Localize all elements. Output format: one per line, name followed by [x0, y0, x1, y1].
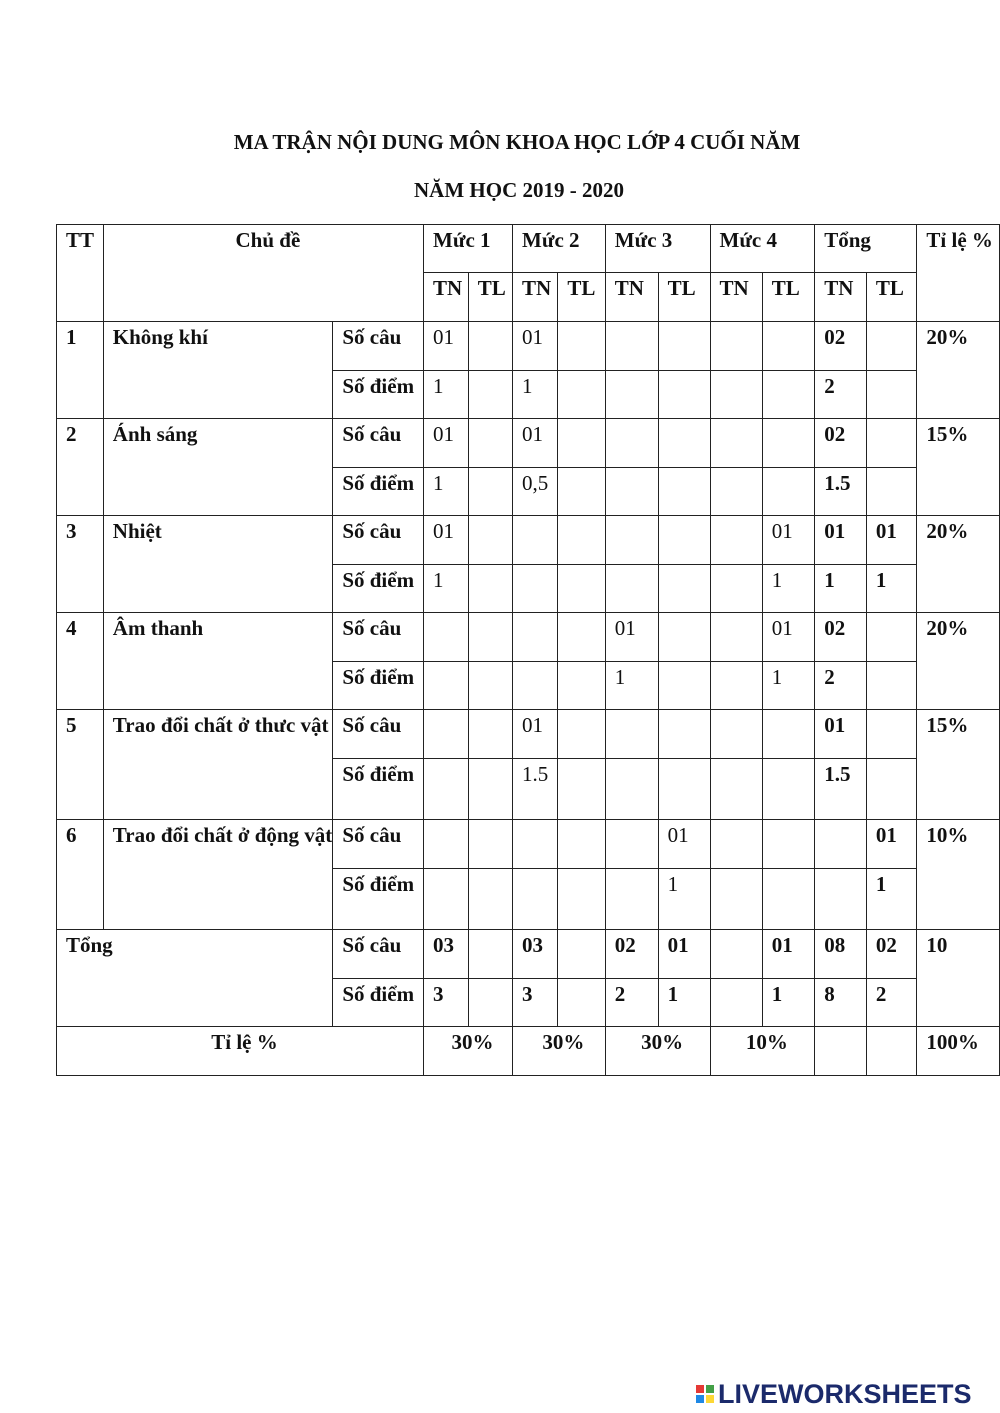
cell-so-diem [513, 565, 558, 613]
cell-so-cau [710, 820, 762, 869]
cell-so-diem [866, 468, 917, 516]
row-label-so-diem: Số điểm [333, 662, 424, 710]
header-tong: Tổng [815, 225, 917, 273]
liveworksheets-logo-icon [696, 1385, 714, 1403]
cell-so-diem [710, 869, 762, 930]
total-label: Tổng [57, 930, 333, 1027]
cell-so-cau [424, 820, 469, 869]
cell-so-diem [424, 662, 469, 710]
total-so-cau-cell: 03 [424, 930, 469, 979]
cell-so-cau: 01 [424, 419, 469, 468]
cell-so-cau [513, 516, 558, 565]
document-title: MA TRẬN NỘI DUNG MÔN KHOA HỌC LỚP 4 CUỐI NĂM [233, 130, 801, 154]
cell-so-diem [605, 869, 658, 930]
total-so-diem-cell: 2 [605, 979, 658, 1027]
row-label-so-cau: Số câu [333, 322, 424, 371]
total-so-diem-cell: 8 [815, 979, 867, 1027]
cell-so-diem [658, 662, 710, 710]
cell-so-cau: 01 [815, 516, 867, 565]
total-so-cau-cell: 01 [658, 930, 710, 979]
cell-so-cau [658, 516, 710, 565]
cell-so-diem [558, 662, 605, 710]
percent-muc-3: 30% [605, 1027, 710, 1076]
topic-name: Trao đổi chất ở động vật [103, 820, 333, 930]
row-label-so-cau: Số câu [333, 820, 424, 869]
cell-so-cau [605, 419, 658, 468]
topic-number: 4 [57, 613, 104, 710]
cell-so-cau: 01 [513, 710, 558, 759]
percent-tong-tn [815, 1027, 867, 1076]
total-so-cau-cell: 03 [513, 930, 558, 979]
header-tl: TL [468, 273, 512, 322]
cell-so-diem: 1 [658, 869, 710, 930]
cell-so-diem [605, 371, 658, 419]
cell-so-diem: 1.5 [815, 759, 867, 820]
cell-so-cau [710, 613, 762, 662]
cell-so-cau [866, 613, 917, 662]
cell-so-cau: 01 [513, 419, 558, 468]
total-so-cau-cell: 02 [866, 930, 917, 979]
total-ratio: 10 [917, 930, 1000, 1027]
cell-so-cau [605, 820, 658, 869]
cell-so-diem [468, 371, 512, 419]
cell-so-cau [468, 419, 512, 468]
total-so-diem-cell: 1 [658, 979, 710, 1027]
header-tl: TL [866, 273, 917, 322]
cell-so-diem: 0,5 [513, 468, 558, 516]
cell-so-diem [658, 371, 710, 419]
cell-so-diem: 1 [866, 869, 917, 930]
percent-muc-1: 30% [424, 1027, 513, 1076]
cell-so-cau: 01 [866, 516, 917, 565]
header-muc-1: Mức 1 [424, 225, 513, 273]
header-tl: TL [762, 273, 814, 322]
cell-so-diem: 1.5 [513, 759, 558, 820]
topic-name: Âm thanh [103, 613, 333, 710]
cell-so-diem [513, 662, 558, 710]
total-so-diem-cell: 2 [866, 979, 917, 1027]
row-label-so-cau: Số câu [333, 419, 424, 468]
cell-so-cau [468, 516, 512, 565]
header-tn: TN [710, 273, 762, 322]
topic-ratio: 15% [917, 419, 1000, 516]
cell-so-cau [468, 820, 512, 869]
cell-so-cau [815, 820, 867, 869]
cell-so-diem: 2 [815, 662, 867, 710]
cell-so-cau [866, 419, 917, 468]
total-so-cau-cell [558, 930, 605, 979]
cell-so-diem [558, 371, 605, 419]
cell-so-diem [658, 565, 710, 613]
cell-so-diem [558, 468, 605, 516]
header-muc-3: Mức 3 [605, 225, 710, 273]
cell-so-cau [605, 710, 658, 759]
brand-name: LIVEWORKSHEETS [718, 1378, 972, 1409]
cell-so-cau [558, 322, 605, 371]
topic-number: 1 [57, 322, 104, 419]
cell-so-cau [558, 419, 605, 468]
total-so-diem-cell: 3 [424, 979, 469, 1027]
topic-number: 5 [57, 710, 104, 820]
total-so-diem-cell [710, 979, 762, 1027]
cell-so-diem [513, 869, 558, 930]
cell-so-diem: 1 [866, 565, 917, 613]
cell-so-cau [658, 322, 710, 371]
header-tl: TL [658, 273, 710, 322]
percent-tong-tl [866, 1027, 917, 1076]
cell-so-diem [468, 565, 512, 613]
row-label-so-diem: Số điểm [333, 869, 424, 930]
cell-so-diem [468, 662, 512, 710]
topic-ratio: 10% [917, 820, 1000, 930]
header-tn: TN [424, 273, 469, 322]
cell-so-cau [710, 322, 762, 371]
cell-so-diem [468, 468, 512, 516]
row-label-so-cau: Số câu [333, 516, 424, 565]
cell-so-cau: 01 [424, 322, 469, 371]
total-so-diem-cell: 3 [513, 979, 558, 1027]
header-tn: TN [815, 273, 867, 322]
topic-name: Không khí [103, 322, 333, 419]
cell-so-diem [605, 565, 658, 613]
topic-number: 2 [57, 419, 104, 516]
cell-so-cau [762, 419, 814, 468]
cell-so-cau [424, 613, 469, 662]
cell-so-diem [866, 759, 917, 820]
cell-so-cau [710, 516, 762, 565]
cell-so-diem [558, 869, 605, 930]
cell-so-diem [762, 869, 814, 930]
cell-so-diem [710, 468, 762, 516]
cell-so-cau: 01 [762, 613, 814, 662]
header-tn: TN [513, 273, 558, 322]
cell-so-diem [710, 759, 762, 820]
cell-so-cau [513, 820, 558, 869]
cell-so-cau: 01 [866, 820, 917, 869]
cell-so-cau: 01 [605, 613, 658, 662]
total-so-cau-cell: 01 [762, 930, 814, 979]
cell-so-diem [424, 869, 469, 930]
cell-so-cau [866, 710, 917, 759]
header-tn: TN [605, 273, 658, 322]
topic-number: 6 [57, 820, 104, 930]
cell-so-diem: 1 [815, 565, 867, 613]
cell-so-cau [762, 820, 814, 869]
cell-so-diem: 1.5 [815, 468, 867, 516]
cell-so-diem [605, 759, 658, 820]
topic-name: Ánh sáng [103, 419, 333, 516]
cell-so-diem: 1 [513, 371, 558, 419]
header-chu-de: Chủ đề [103, 225, 423, 322]
cell-so-cau [762, 710, 814, 759]
cell-so-diem: 1 [424, 565, 469, 613]
cell-so-diem [710, 565, 762, 613]
topic-ratio: 20% [917, 516, 1000, 613]
cell-so-cau [558, 820, 605, 869]
cell-so-diem [605, 468, 658, 516]
cell-so-cau [658, 419, 710, 468]
cell-so-diem: 1 [605, 662, 658, 710]
cell-so-cau: 02 [815, 322, 867, 371]
topic-number: 3 [57, 516, 104, 613]
cell-so-cau [424, 710, 469, 759]
cell-so-cau [513, 613, 558, 662]
cell-so-diem [468, 869, 512, 930]
topic-ratio: 20% [917, 322, 1000, 419]
cell-so-cau [762, 322, 814, 371]
header-muc-2: Mức 2 [513, 225, 606, 273]
topic-ratio: 15% [917, 710, 1000, 820]
percent-muc-4: 10% [710, 1027, 815, 1076]
topic-ratio: 20% [917, 613, 1000, 710]
cell-so-cau [658, 613, 710, 662]
cell-so-cau [605, 516, 658, 565]
row-label-so-diem: Số điểm [333, 468, 424, 516]
total-so-diem-cell [468, 979, 512, 1027]
cell-so-diem [762, 371, 814, 419]
total-so-cau-cell: 02 [605, 930, 658, 979]
cell-so-diem [558, 759, 605, 820]
cell-so-diem [815, 869, 867, 930]
total-so-diem-cell: 1 [762, 979, 814, 1027]
total-so-cau-cell: 08 [815, 930, 867, 979]
header-ti-le: Tỉ lệ % [917, 225, 1000, 322]
percent-muc-2: 30% [513, 1027, 606, 1076]
row-label-so-cau: Số câu [333, 710, 424, 759]
cell-so-diem [710, 371, 762, 419]
cell-so-diem [762, 468, 814, 516]
total-so-cau-cell [710, 930, 762, 979]
cell-so-cau [710, 419, 762, 468]
cell-so-diem [658, 759, 710, 820]
cell-so-cau [468, 322, 512, 371]
school-year: NĂM HỌC 2019 - 2020 [414, 178, 624, 202]
cell-so-diem [762, 759, 814, 820]
cell-so-diem: 2 [815, 371, 867, 419]
cell-so-cau [866, 322, 917, 371]
row-label-so-cau: Số câu [333, 613, 424, 662]
row-label-so-diem: Số điểm [333, 979, 424, 1027]
total-so-diem-cell [558, 979, 605, 1027]
percent-total-ratio: 100% [917, 1027, 1000, 1076]
cell-so-cau: 01 [513, 322, 558, 371]
cell-so-diem [866, 662, 917, 710]
row-label-so-diem: Số điểm [333, 565, 424, 613]
cell-so-cau: 01 [424, 516, 469, 565]
cell-so-cau: 02 [815, 419, 867, 468]
cell-so-cau [605, 322, 658, 371]
cell-so-diem: 1 [762, 662, 814, 710]
cell-so-diem [424, 759, 469, 820]
topic-name: Nhiệt [103, 516, 333, 613]
percent-row-label: Tỉ lệ % [57, 1027, 424, 1076]
header-tl: TL [558, 273, 605, 322]
header-tt: TT [57, 225, 104, 322]
total-so-cau-cell [468, 930, 512, 979]
cell-so-cau: 01 [815, 710, 867, 759]
footer-logo [696, 1378, 972, 1409]
cell-so-cau [468, 710, 512, 759]
cell-so-diem: 1 [424, 468, 469, 516]
cell-so-diem [866, 371, 917, 419]
cell-so-cau [710, 710, 762, 759]
cell-so-cau: 01 [762, 516, 814, 565]
cell-so-diem: 1 [424, 371, 469, 419]
content-matrix-table [56, 224, 1000, 1076]
row-label-so-diem: Số điểm [333, 759, 424, 820]
cell-so-diem: 1 [762, 565, 814, 613]
cell-so-cau [558, 516, 605, 565]
cell-so-cau [468, 613, 512, 662]
cell-so-cau: 02 [815, 613, 867, 662]
cell-so-diem [658, 468, 710, 516]
row-label-so-cau: Số câu [333, 930, 424, 979]
cell-so-cau: 01 [658, 820, 710, 869]
cell-so-diem [468, 759, 512, 820]
row-label-so-diem: Số điểm [333, 371, 424, 419]
cell-so-cau [658, 710, 710, 759]
cell-so-diem [710, 662, 762, 710]
topic-name: Trao đổi chất ở thưc vật [103, 710, 333, 820]
cell-so-cau [558, 710, 605, 759]
cell-so-diem [558, 565, 605, 613]
cell-so-cau [558, 613, 605, 662]
header-muc-4: Mức 4 [710, 225, 815, 273]
